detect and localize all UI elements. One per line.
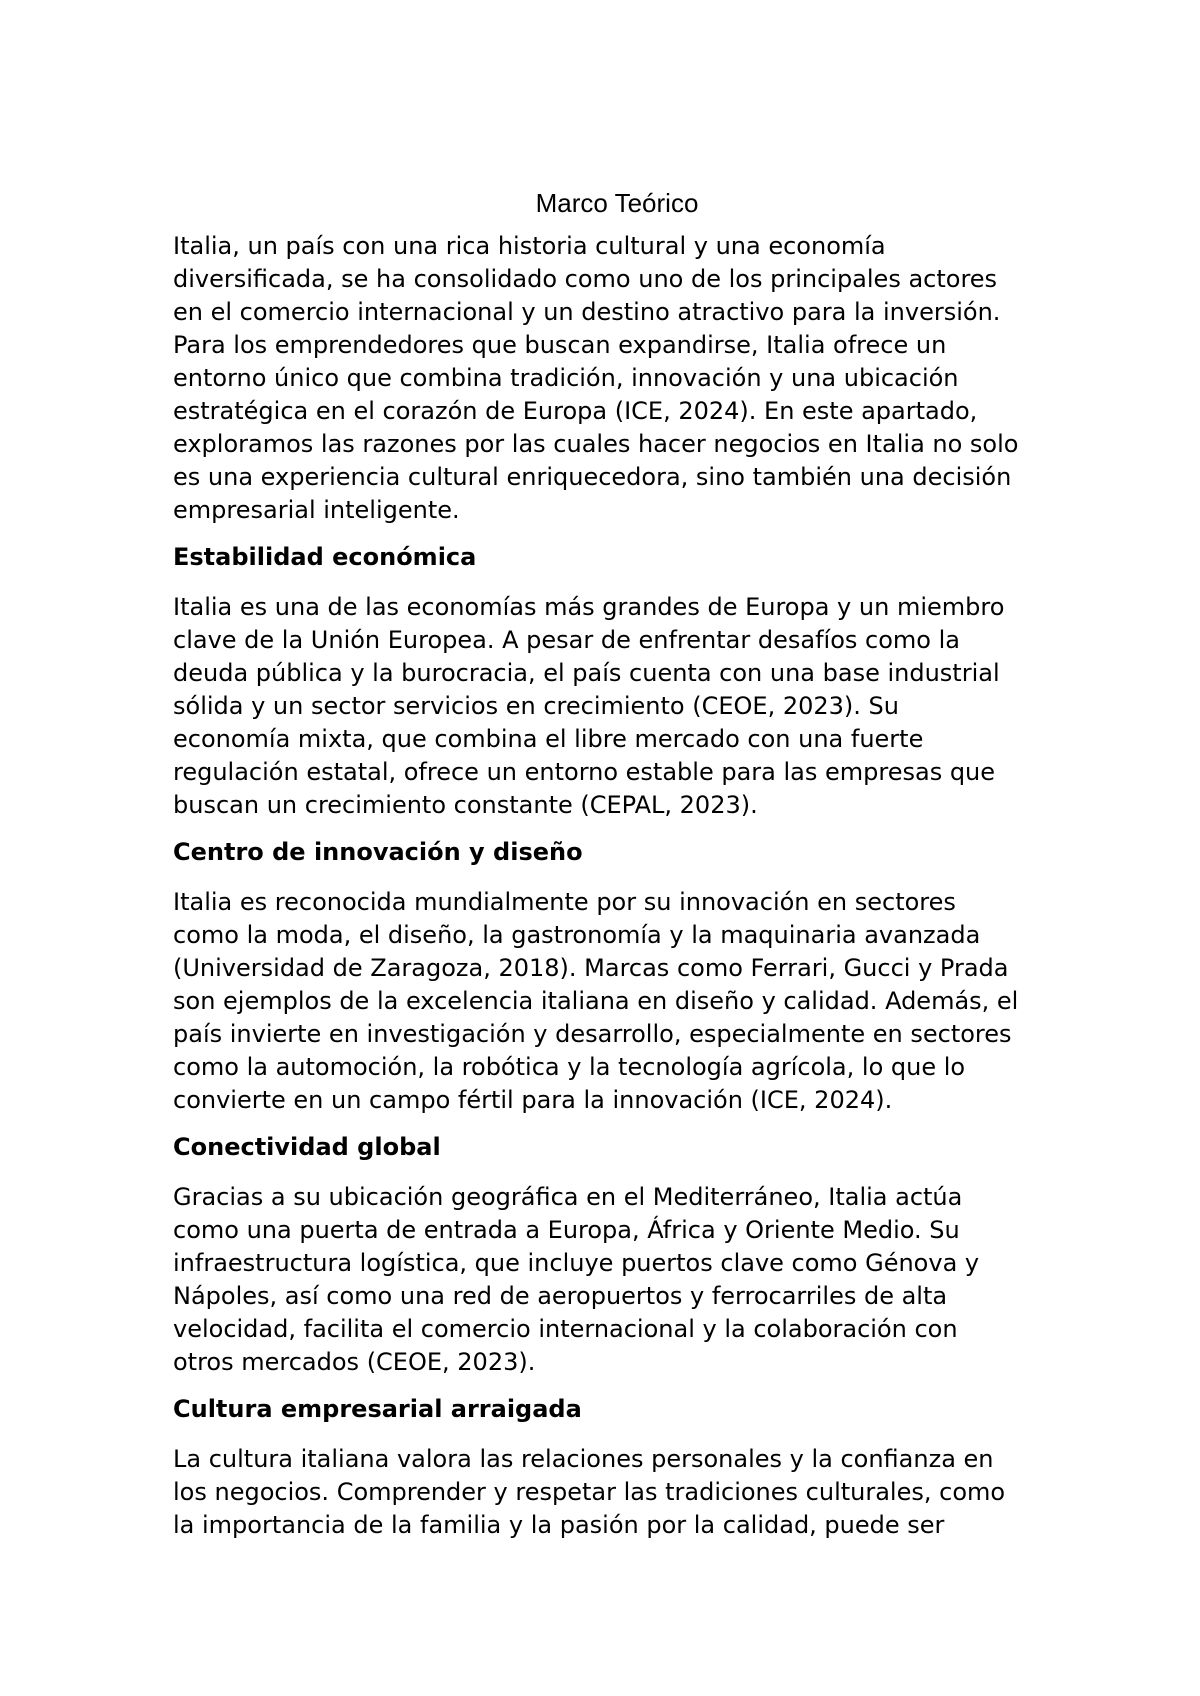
paragraph-line: economía mixta, que combina el libre mercado con una fuerte <box>173 725 924 753</box>
paragraph-line: regulación estatal, ofrece un entorno estable para las empresas que <box>173 758 996 786</box>
paragraph-line: convierte en un campo fértil para la innovación (ICE, 2024). <box>173 1086 893 1114</box>
paragraph-line: en el comercio internacional y un destino atractivo para la inversión. <box>173 298 1001 326</box>
paragraph-line: como la automoción, la robótica y la tecnología agrícola, lo que lo <box>173 1053 966 1081</box>
section-paragraph-innovacion <box>173 886 1043 1117</box>
section-heading-conectividad: Conectividad global <box>173 1133 441 1161</box>
section-heading-cultura: Cultura empresarial arraigada <box>173 1395 582 1423</box>
paragraph-line: como una puerta de entrada a Europa, África y Oriente Medio. Su <box>173 1216 960 1244</box>
paragraph-line: otros mercados (CEOE, 2023). <box>173 1348 536 1376</box>
section-paragraph-estabilidad <box>173 591 1043 822</box>
paragraph-line: velocidad, facilita el comercio internacional y la colaboración con <box>173 1315 958 1343</box>
section-paragraph-conectividad <box>173 1181 1043 1379</box>
paragraph-line: exploramos las razones por las cuales hacer negocios en Italia no solo <box>173 430 1019 458</box>
paragraph-line: como la moda, el diseño, la gastronomía y la maquinaria avanzada <box>173 921 981 949</box>
paragraph-line: son ejemplos de la excelencia italiana en diseño y calidad. Además, el <box>173 987 1019 1015</box>
paragraph-line: es una experiencia cultural enriquecedora, sino también una decisión <box>173 463 1012 491</box>
paragraph-line: diversificada, se ha consolidado como uno de los principales actores <box>173 265 998 293</box>
paragraph-line: Italia, un país con una rica historia cultural y una economía <box>173 232 886 260</box>
paragraph-line: empresarial inteligente. <box>173 496 460 524</box>
paragraph-line: país invierte en investigación y desarrollo, especialmente en sectores <box>173 1020 1012 1048</box>
page-title: Marco Teórico <box>535 188 699 218</box>
paragraph-line: infraestructura logística, que incluye puertos clave como Génova y <box>173 1249 980 1277</box>
paragraph-line: Italia es reconocida mundialmente por su innovación en sectores <box>173 888 956 916</box>
paragraph-line: Para los emprendedores que buscan expandirse, Italia ofrece un <box>173 331 947 359</box>
paragraph-line: deuda pública y la burocracia, el país cuenta con una base industrial <box>173 659 1000 687</box>
paragraph-line: estratégica en el corazón de Europa (ICE, 2024). En este apartado, <box>173 397 978 425</box>
intro-paragraph <box>173 230 1043 527</box>
paragraph-line: La cultura italiana valora las relaciones personales y la confianza en <box>173 1445 994 1473</box>
paragraph-line: Italia es una de las economías más grandes de Europa y un miembro <box>173 593 1005 621</box>
paragraph-line: buscan un crecimiento constante (CEPAL, 2023). <box>173 791 758 819</box>
paragraph-line: entorno único que combina tradición, innovación y una ubicación <box>173 364 959 392</box>
section-heading-estabilidad: Estabilidad económica <box>173 543 477 571</box>
section-heading-innovacion: Centro de innovación y diseño <box>173 838 583 866</box>
paragraph-line: (Universidad de Zaragoza, 2018). Marcas como Ferrari, Gucci y Prada <box>173 954 1009 982</box>
paragraph-line: clave de la Unión Europea. A pesar de enfrentar desafíos como la <box>173 626 960 654</box>
paragraph-line: Gracias a su ubicación geográfica en el Mediterráneo, Italia actúa <box>173 1183 963 1211</box>
paragraph-line: la importancia de la familia y la pasión por la calidad, puede ser <box>173 1511 945 1539</box>
paragraph-line: los negocios. Comprender y respetar las tradiciones culturales, como <box>173 1478 1006 1506</box>
paragraph-line: Nápoles, así como una red de aeropuertos y ferrocarriles de alta <box>173 1282 948 1310</box>
paragraph-line: sólida y un sector servicios en crecimiento (CEOE, 2023). Su <box>173 692 899 720</box>
section-paragraph-cultura <box>173 1443 1043 1542</box>
document-body <box>173 188 1043 1556</box>
